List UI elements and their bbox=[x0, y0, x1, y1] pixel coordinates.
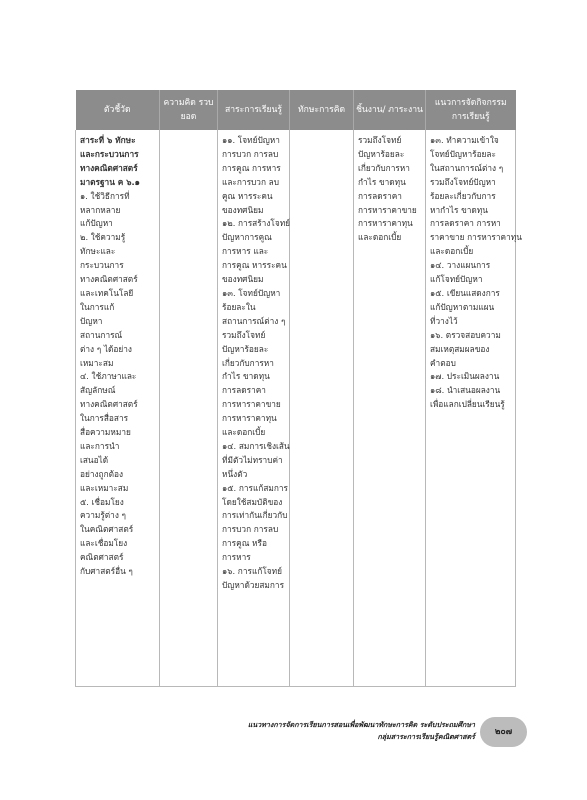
cell-line: ปัญหาด้วยสมการ bbox=[222, 580, 285, 590]
cell-line: ต่าง ๆ ได้อย่าง bbox=[80, 343, 132, 354]
cell-line: การบวก การลบ bbox=[222, 148, 279, 159]
footer-subject: กลุ่มสาระการเรียนรู้คณิตศาสตร์ bbox=[377, 732, 475, 741]
cell-line: และเชื่อมโยง bbox=[80, 538, 128, 549]
cell-line: และเหมาะสม bbox=[80, 482, 129, 493]
cell-line: การบวก การลบ bbox=[222, 524, 279, 535]
cell-line: เกี่ยวกับการหา bbox=[358, 162, 410, 173]
header-thinking-skills: ทักษะการคิด bbox=[290, 90, 354, 130]
cell-line: กำไร ขาดทุน bbox=[222, 371, 270, 382]
cell-line: ของทศนิยม bbox=[222, 204, 264, 215]
header-tasks: ชิ้นงาน/ ภาระงาน bbox=[354, 90, 426, 130]
cell-line: ๑๔. วางแผนการ bbox=[430, 260, 491, 271]
cell-line: การลดราคา bbox=[358, 190, 402, 201]
cell-line: ที่วางไว้ bbox=[430, 315, 458, 326]
cell-line: ในคณิตศาสตร์ bbox=[80, 524, 134, 535]
cell-line: รวมถึงโจทย์ปัญหา bbox=[430, 176, 496, 187]
cell-line: เพื่อแลกเปลี่ยนเรียนรู้ bbox=[430, 399, 505, 410]
cell-line: สื่อความหมาย bbox=[80, 427, 131, 438]
cell-line: และการนำ bbox=[80, 440, 120, 451]
cell-line: คูณ หารระคน bbox=[222, 190, 273, 201]
cell-line: การหาราคาทุน bbox=[222, 413, 277, 424]
cell-line: ทักษะและ bbox=[80, 246, 116, 257]
cell-line: การหาร bbox=[222, 552, 251, 563]
cell-line: ๑. ใช้วิธีการที่ bbox=[80, 190, 130, 201]
cell-line: รวมถึงโจทย์ bbox=[222, 329, 266, 340]
cell-line: กำไร ขาดทุน bbox=[358, 176, 406, 187]
cell-line: การเท่ากันเกี่ยวกับ bbox=[222, 510, 288, 521]
cell-line: ปัญหาการคูณ bbox=[222, 232, 272, 243]
cell-line: การหาราคาขาย bbox=[358, 204, 417, 215]
cell-line: ทางคณิตศาสตร์ bbox=[80, 274, 138, 285]
content-cell bbox=[218, 130, 290, 687]
cell-line: คำตอบ bbox=[430, 357, 456, 368]
cell-line: และดอกเบี้ย bbox=[358, 232, 402, 243]
table-row bbox=[76, 130, 516, 687]
cell-line: คณิตศาสตร์ bbox=[80, 552, 124, 563]
cell-line: สมเหตุสมผลของ bbox=[430, 343, 490, 354]
cell-line: และดอกเบี้ย bbox=[430, 246, 474, 257]
header-activities: แนวการจัดกิจกรรม การเรียนรู้ bbox=[426, 90, 516, 130]
page-footer bbox=[210, 719, 475, 743]
cell-line: ปัญหา bbox=[80, 315, 103, 326]
cell-line: แก้โจทย์ปัญหา bbox=[430, 274, 483, 285]
cell-line: ในสถานการณ์ต่าง ๆ bbox=[430, 162, 504, 173]
cell-line: ๑๑. โจทย์ปัญหา bbox=[222, 135, 280, 145]
cell-line: สถานการณ์ bbox=[80, 329, 123, 340]
cell-line: ๑๓. โจทย์ปัญหา bbox=[222, 287, 281, 298]
cell-line: ทางคณิตศาสตร์ bbox=[80, 162, 138, 173]
activities-cell bbox=[426, 130, 522, 687]
cell-line: และดอกเบี้ย bbox=[222, 427, 266, 438]
indicators-cell bbox=[76, 130, 160, 687]
cell-line: ๔. ใช้ภาษาและ bbox=[80, 371, 137, 382]
cell-line: แก้ปัญหา bbox=[80, 218, 113, 229]
cell-line: การคูณ การหาร bbox=[222, 162, 281, 173]
cell-line: อย่างถูกต้อง bbox=[80, 468, 124, 479]
thinking-cell bbox=[290, 130, 354, 687]
cell-line: การลดราคา bbox=[222, 385, 266, 396]
cell-line: ๒. ใช้ความรู้ bbox=[80, 232, 126, 243]
cell-line: และเทคโนโลยี bbox=[80, 287, 134, 298]
cell-line: รวมถึงโจทย์ bbox=[358, 135, 402, 145]
cell-line: ราคาขาย การหาราคาทุน bbox=[430, 232, 522, 243]
cell-line: ในการสื่อสาร bbox=[80, 413, 129, 424]
cell-line: ปัญหาร้อยละ bbox=[222, 343, 269, 354]
cell-line: แก้ปัญหาตามแผน bbox=[430, 301, 495, 312]
cell-line: ๑๓. ทำความเข้าใจ bbox=[430, 135, 499, 145]
cell-line: ปัญหาร้อยละ bbox=[358, 148, 405, 159]
header-indicators: ตัวชี้วัด bbox=[76, 90, 160, 130]
tasks-cell bbox=[354, 130, 426, 687]
cell-line: ๕. เชื่อมโยง bbox=[80, 496, 124, 507]
cell-line: การหาราคาขาย bbox=[222, 399, 281, 410]
header-content: สาระการเรียนรู้ bbox=[218, 90, 290, 130]
cell-line: การหาร และ bbox=[222, 246, 269, 257]
header-concept: ความคิด รวบยอด bbox=[160, 90, 218, 130]
cell-line: ๑๔. สมการเชิงเส้น bbox=[222, 440, 290, 451]
cell-line: ความรู้ต่าง ๆ bbox=[80, 510, 126, 521]
concept-cell bbox=[160, 130, 218, 687]
cell-line: เกี่ยวกับการหา bbox=[222, 357, 274, 368]
page-number-badge: ๒๐๗ bbox=[480, 717, 527, 747]
cell-line: การคูณ หรือ bbox=[222, 538, 267, 549]
cell-line: หลากหลาย bbox=[80, 204, 121, 215]
cell-line: กับศาสตร์อื่น ๆ bbox=[80, 566, 133, 577]
cell-line: ร้อยละใน bbox=[222, 301, 256, 312]
cell-line: ๑๕. เขียนแสดงการ bbox=[430, 287, 500, 298]
cell-line: และการบวก ลบ bbox=[222, 176, 279, 187]
cell-line: สถานการณ์ต่าง ๆ bbox=[222, 315, 286, 326]
footer-title: แนวทางการจัดการเรียนการสอนเพื่อพัฒนาทักษะการคิด ระดับประถมศึกษา bbox=[247, 720, 475, 729]
cell-line: สัญลักษณ์ bbox=[80, 385, 116, 396]
cell-line: เหมาะสม bbox=[80, 357, 114, 368]
cell-line: การลดราคา การหา bbox=[430, 218, 501, 229]
cell-line: ๑๕. การแก้สมการ bbox=[222, 482, 289, 493]
cell-line: ๑๒. การสร้างโจทย์ bbox=[222, 218, 291, 229]
cell-line: สาระที่ ๖ ทักษะ bbox=[80, 135, 136, 145]
cell-line: ๑๗. ประเมินผลงาน bbox=[430, 371, 500, 382]
cell-line: กระบวนการ bbox=[80, 260, 124, 271]
cell-line: ร้อยละเกี่ยวกับการ bbox=[430, 190, 496, 201]
cell-line: ทางคณิตศาสตร์ bbox=[80, 399, 138, 410]
cell-line: และกระบวนการ bbox=[80, 148, 139, 159]
cell-line: ๑๘. นำเสนอผลงาน bbox=[430, 385, 501, 396]
cell-line: ในการแก้ bbox=[80, 301, 115, 312]
curriculum-table bbox=[75, 90, 522, 687]
cell-line: ๑๖. การแก้โจทย์ bbox=[222, 566, 282, 577]
cell-line: การหาราคาทุน bbox=[358, 218, 413, 229]
cell-line: เสนอได้ bbox=[80, 454, 109, 465]
cell-line: การคูณ หารระคน bbox=[222, 260, 287, 271]
cell-line: โจทย์ปัญหาร้อยละ bbox=[430, 148, 496, 159]
cell-line: ที่มีตัวไม่ทราบค่า bbox=[222, 454, 283, 465]
cell-line: หากำไร ขาดทุน bbox=[430, 204, 488, 215]
cell-line: หนึ่งตัว bbox=[222, 468, 248, 479]
cell-line: ของทศนิยม bbox=[222, 274, 264, 285]
cell-line: มาตรฐาน ค ๖.๑ bbox=[80, 176, 140, 187]
cell-line: โดยใช้สมบัติของ bbox=[222, 496, 283, 507]
cell-line: ๑๖. ตรวจสอบความ bbox=[430, 329, 501, 340]
table-header-row bbox=[76, 90, 516, 130]
